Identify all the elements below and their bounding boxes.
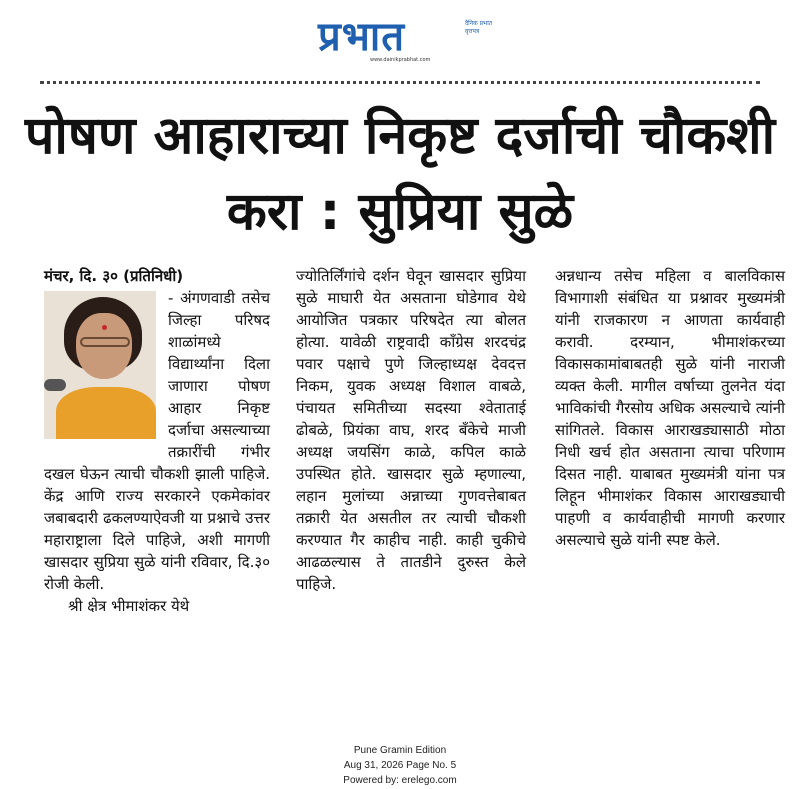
article-body-2: ज्योतिर्लिंगांचे दर्शन घेवून खासदार सुप्रिया सुळे माघारी येत असताना घोडेगाव येथे आयोजित पत्रकार परिषदेत त्या बोलत होत्या. यावेळी राष्ट्रवादी काँग्रेस शरदचंद्र पवार पक्षाचे पुणे जिल्हाध्यक्ष देवदत्त निकम, युवक अध्यक्ष विशाल वाबळे, पंचायत समितीच्या सदस्या श्वेताताई ढोबळे, प्रियंका वाघ, शरद बँकेचे माजी अध्यक्ष जयसिंग काळे, कपिल काळे उपस्थित होते. खासदार सुळे म्हणाल्या, लहान मुलांच्या अन्नाच्या गुणवत्तेबाबत तक्रारी येत असतील तर त्याची चौकशी करण्यात गैर काहीच नाही. काही चुकीचे आढळल्यास ते तातडीने दुरुस्त केले पाहिजे.: [296, 267, 526, 593]
photo-body: [56, 387, 156, 439]
dotted-divider: [40, 81, 760, 84]
photo-bindi: [102, 325, 107, 330]
article-column-1: [44, 265, 270, 617]
newspaper-logo: प्रभात: [318, 14, 406, 60]
photo-glasses: [80, 337, 130, 347]
edition-footer: [0, 743, 800, 788]
article-headline: पोषण आहाराच्या निकृष्ट दर्जाची चौकशी करा : सुप्रिया सुळे: [24, 106, 776, 242]
masthead: [0, 10, 800, 70]
powered-by: Powered by: erelego.com: [343, 775, 457, 786]
portrait-photo: [44, 291, 156, 439]
logo-url: www.dainikprabhat.com: [370, 57, 431, 63]
article-column-2: [296, 265, 526, 595]
microphone-icon: [44, 379, 66, 391]
article-body-3: अन्नधान्य तसेच महिला व बालविकास विभागाशी संबंधित या प्रश्नावर मुख्यमंत्री यांनी राजकारण न आणता कार्यवाही करावी. दरम्यान, भीमाशंकरच्या विकासकामांबाबतही सुळे यांनी नाराजी व्यक्त केली. मागील वर्षाच्या तुलनेत यंदा भाविकांची गैरसोय अधिक असल्याचे त्यांनी सांगितले. विकास आराखड्यासाठी मोठा निधी खर्च होत असताना त्याचा परिणाम दिसत नाही. याबाबत मुख्यमंत्री यांना पत्र लिहून भीमाशंकर विकास आराखड्याची पाहणी व कार्यवाहीची मागणी करणार असल्याचे सुळे यांनी स्पष्ट केले.: [555, 267, 785, 549]
article-intro: - अंगणवाडी तसेच जिल्हा परिषद शाळांमध्ये विद्यार्थ्यांना दिला जाणारा पोषण आहार निकृष्ट दर्जाचा असल्याच्या तक्रारींची गंभीर दखल घेऊन त्याची चौकशी झाली पाहिजे. केंद्र आणि राज्य सरकारने एकमेकांवर जबाबदारी ढकलण्याऐवजी या प्रश्नाचे उत्तर महाराष्ट्राला दिले पाहिजे, अशी मागणी खासदार सुप्रिया सुळे यांनी रविवार, दि.३० रोजी केली.: [44, 289, 270, 593]
article-col1-tail: श्री क्षेत्र भीमाशंकर येथे: [68, 597, 190, 615]
edition-name: Pune Gramin Edition: [353, 745, 447, 756]
article-column-3: [555, 265, 785, 551]
logo-tagline: दैनिक प्रभात वृत्तपत्र: [465, 20, 493, 35]
edition-date-page: Aug 31, 2026 Page No. 5: [343, 760, 457, 771]
dateline: मंचर, दि. ३० (प्रतिनिधी): [44, 267, 184, 285]
